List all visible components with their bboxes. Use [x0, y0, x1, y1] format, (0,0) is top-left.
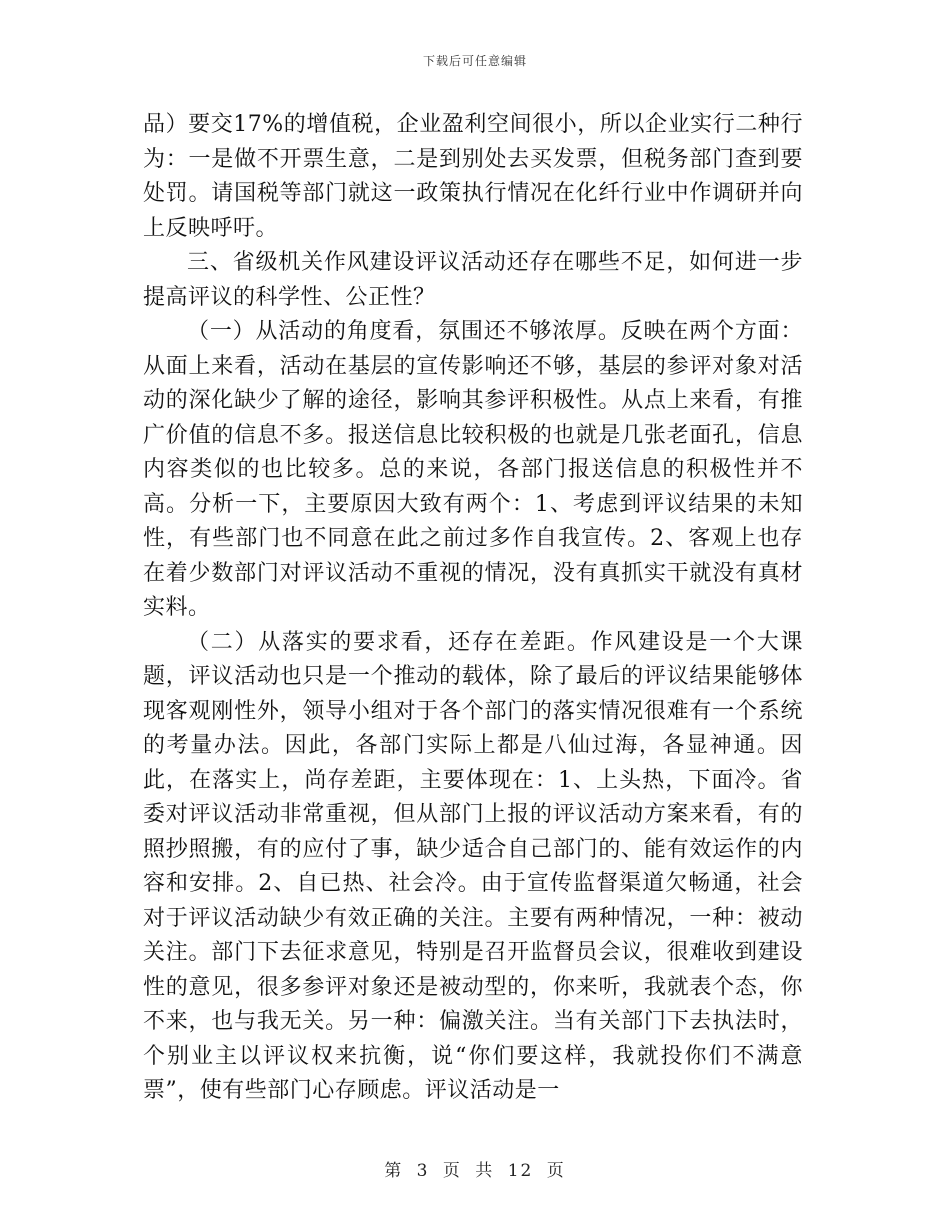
paragraph-point-two: （二）从落实的要求看，还存在差距。作风建设是一个大课题，评议活动也只是一个推动的载体，除了最后的评议结果能够体现客观刚性外，领导小组对于各个部门的落实情况很难有一个系统的考量办法。因此，各部门实际上都是八仙过海，各显神通。因此，在落实上，尚存差距，主要体现在：1、上头热，下面冷。省委对评议活动非常重视，但从部门上报的评议活动方案来看，有的照抄照搬，有的应付了事，缺少适合自己部门的、能有效运作的内容和安排。2、自已热、社会冷。由于宣传监督渠道欠畅通，社会对于评议活动缺少有效正确的关注。主要有两种情况，一种：被动关注。部门下去征求意见，特别是召开监督员会议，很难收到建设性的意见，很多参评对象还是被动型的，你来听，我就表个态，你不来，也与我无关。另一种：偏激关注。当有关部门下去执法时，个别业主以评议权来抗衡，说“你们要这样，我就投你们不满意票”，使有些部门心存顾虑。评议活动是一 — [143, 629, 803, 1103]
paragraph-section-three-question: 三、省级机关作风建设评议活动还存在哪些不足，如何进一步提高评议的科学性、公正性？ — [143, 250, 803, 310]
page-header: 下载后可任意编辑 — [422, 54, 527, 68]
document-body — [143, 108, 803, 1109]
paragraph-point-one: （一）从活动的角度看，氛围还不够浓厚。反映在两个方面：从面上来看，活动在基层的宣传影响还不够，基层的参评对象对活动的深化缺少了解的途径，影响其参评积极性。从点上来看，有推广价值的信息不多。报送信息比较积极的也就是几张老面孔，信息内容类似的也比较多。总的来说，各部门报送信息的积极性并不高。分析一下，主要原因大致有两个：1、考虑到评议结果的未知性，有些部门也不同意在此之前过多作自我宣传。2、客观上也存在着少数部门对评议活动不重视的情况，没有真抓实干就没有真材实料。 — [143, 319, 803, 620]
page-number-footer: 第 3 页 共 12 页 — [384, 1161, 566, 1181]
paragraph-continuation: 品）要交17%的增值税，企业盈利空间很小，所以企业实行二种行为：一是做不开票生意，二是到别处去买发票，但税务部门查到要处罚。请国税等部门就这一政策执行情况在化纤行业中作调研并向上反映呼吁。 — [143, 112, 803, 241]
